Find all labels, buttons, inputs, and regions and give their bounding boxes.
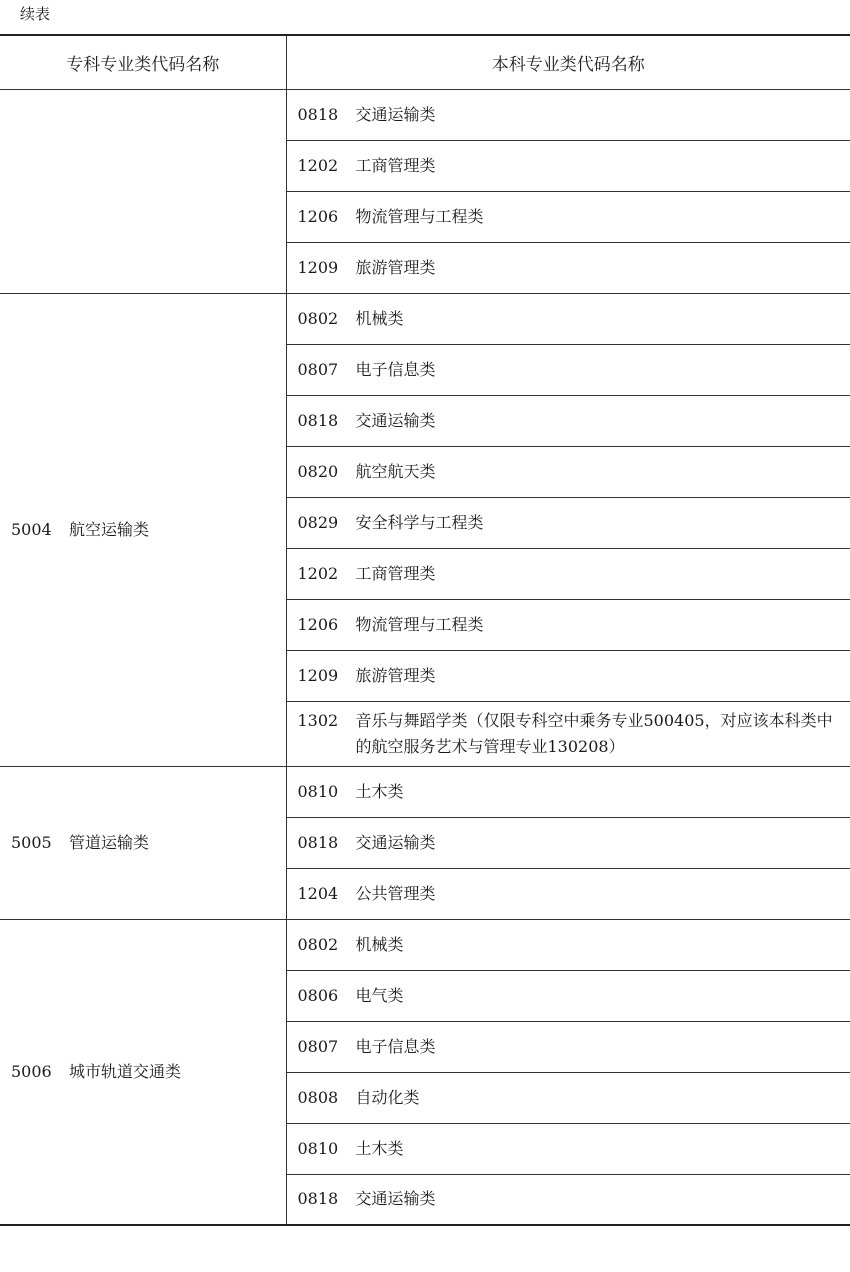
- vocational-major-cell: [0, 766, 286, 919]
- table-header-row: [0, 35, 850, 89]
- undergraduate-name: 土木类: [355, 781, 404, 801]
- vocational-name: 城市轨道交通类: [69, 1061, 182, 1081]
- undergraduate-name: 工商管理类: [355, 155, 436, 175]
- undergraduate-major-cell: [286, 919, 850, 970]
- undergraduate-code: 1206: [297, 614, 339, 634]
- undergraduate-name: 土木类: [355, 1138, 404, 1158]
- table-row: [0, 293, 850, 344]
- undergraduate-major-cell: [286, 650, 850, 701]
- header-undergraduate-major: 本科专业类代码名称: [286, 35, 850, 89]
- vocational-major-cell: [0, 293, 286, 766]
- vocational-code: 5005: [11, 832, 52, 852]
- undergraduate-name: 工商管理类: [355, 563, 436, 583]
- undergraduate-code: 0802: [297, 308, 339, 328]
- undergraduate-code: 1204: [297, 883, 339, 903]
- table-row: [0, 89, 850, 140]
- table-caption: 续表: [20, 5, 51, 23]
- undergraduate-name: 电子信息类: [355, 359, 436, 379]
- undergraduate-name: 物流管理与工程类: [355, 614, 484, 634]
- undergraduate-code: 1206: [297, 206, 339, 226]
- undergraduate-major-cell: [286, 242, 850, 293]
- vocational-code: 5004: [11, 519, 52, 539]
- table-row: [0, 919, 850, 970]
- undergraduate-major-cell: [286, 1123, 850, 1174]
- vocational-major-cell: [0, 89, 286, 293]
- undergraduate-code: 0818: [297, 104, 339, 124]
- header-vocational-major: 专科专业类代码名称: [0, 35, 286, 89]
- undergraduate-major-cell: [286, 1021, 850, 1072]
- major-mapping-table: [0, 34, 850, 1226]
- undergraduate-name: 交通运输类: [355, 410, 436, 430]
- undergraduate-code: 0818: [297, 832, 339, 852]
- undergraduate-code: 1302: [297, 710, 339, 730]
- undergraduate-major-cell: [286, 868, 850, 919]
- undergraduate-code: 1202: [297, 155, 339, 175]
- undergraduate-major-cell: [286, 1174, 850, 1225]
- undergraduate-name: 公共管理类: [355, 883, 436, 903]
- undergraduate-major-cell: [286, 599, 850, 650]
- undergraduate-name: 音乐与舞蹈学类（仅限专科空中乘务专业500405，对应该本科类中的航空服务艺术与管理专业130208）: [355, 710, 833, 756]
- undergraduate-name: 交通运输类: [355, 1189, 436, 1209]
- undergraduate-code: 0810: [297, 1138, 339, 1158]
- undergraduate-name: 航空航天类: [355, 461, 436, 481]
- undergraduate-code: 0807: [297, 359, 339, 379]
- undergraduate-code: 0802: [297, 934, 339, 954]
- undergraduate-code: 1209: [297, 665, 339, 685]
- undergraduate-major-cell: [286, 817, 850, 868]
- undergraduate-code: 0818: [297, 410, 339, 430]
- undergraduate-code: 0820: [297, 461, 339, 481]
- undergraduate-name: 物流管理与工程类: [355, 206, 484, 226]
- undergraduate-name: 交通运输类: [355, 104, 436, 124]
- undergraduate-name: 电气类: [355, 985, 404, 1005]
- undergraduate-major-cell: [286, 293, 850, 344]
- undergraduate-name: 机械类: [355, 934, 404, 954]
- undergraduate-name: 电子信息类: [355, 1036, 436, 1056]
- table-row: [0, 766, 850, 817]
- undergraduate-major-cell: [286, 140, 850, 191]
- undergraduate-major-cell: [286, 395, 850, 446]
- undergraduate-code: 0829: [297, 512, 339, 532]
- undergraduate-code: 0807: [297, 1036, 339, 1056]
- undergraduate-code: 0810: [297, 781, 339, 801]
- undergraduate-major-cell: [286, 1072, 850, 1123]
- undergraduate-code: 0806: [297, 985, 339, 1005]
- undergraduate-name: 机械类: [355, 308, 404, 328]
- undergraduate-name: 交通运输类: [355, 832, 436, 852]
- undergraduate-name: 安全科学与工程类: [355, 512, 484, 532]
- undergraduate-major-cell: [286, 970, 850, 1021]
- vocational-name: 管道运输类: [69, 832, 150, 852]
- undergraduate-major-cell: [286, 766, 850, 817]
- vocational-name: 航空运输类: [69, 519, 150, 539]
- undergraduate-code: 1209: [297, 257, 339, 277]
- undergraduate-major-cell: [286, 446, 850, 497]
- undergraduate-major-cell: [286, 548, 850, 599]
- undergraduate-name: 旅游管理类: [355, 257, 436, 277]
- undergraduate-major-cell: [286, 701, 850, 766]
- undergraduate-code: 1202: [297, 563, 339, 583]
- undergraduate-major-cell: [286, 89, 850, 140]
- undergraduate-major-cell: [286, 344, 850, 395]
- vocational-code: 5006: [11, 1061, 52, 1081]
- undergraduate-name: 旅游管理类: [355, 665, 436, 685]
- undergraduate-code: 0808: [297, 1087, 339, 1107]
- undergraduate-name: 自动化类: [355, 1087, 420, 1107]
- undergraduate-major-cell: [286, 191, 850, 242]
- vocational-major-cell: [0, 919, 286, 1225]
- undergraduate-code: 0818: [297, 1189, 339, 1209]
- undergraduate-major-cell: [286, 497, 850, 548]
